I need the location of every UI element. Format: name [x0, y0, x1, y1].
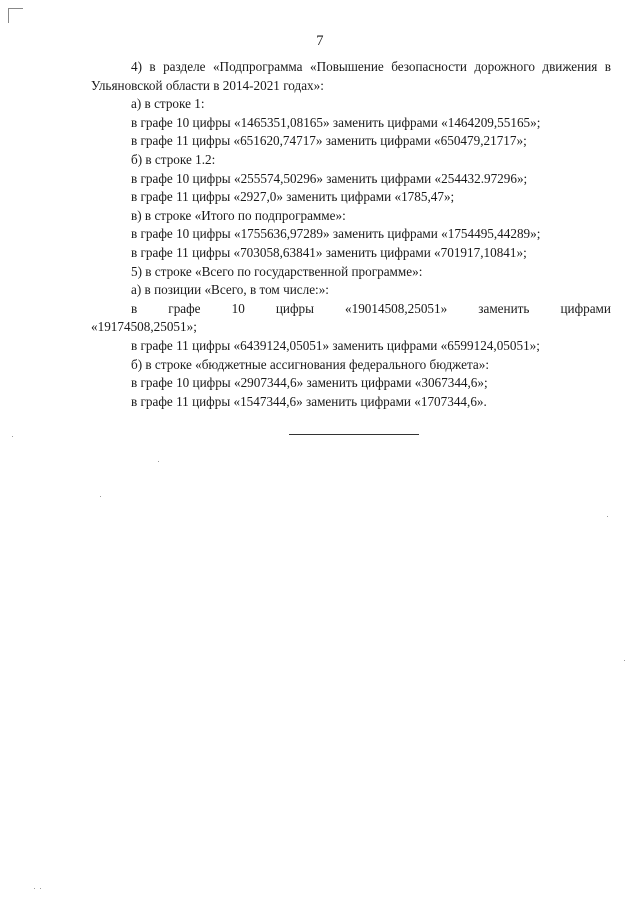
item-4a-column-11: в графе 11 цифры «651620,74717» заменить цифрами «650479,21717»;: [131, 133, 527, 149]
scan-speck: [40, 888, 41, 889]
item-5a-column-11: в графе 11 цифры «6439124,05051» заменить цифрами «6599124,05051»;: [131, 337, 540, 353]
scan-speck: [100, 496, 101, 497]
word: графе: [168, 300, 201, 316]
scan-speck: [607, 516, 608, 517]
word: «19014508,25051»: [345, 300, 448, 316]
item-5b-heading: б) в строке «бюджетные ассигнования федерального бюджета»:: [131, 356, 489, 372]
item-4c-column-11: в графе 11 цифры «703058,63841» заменить цифрами «701917,10841»;: [131, 244, 527, 260]
scan-speck: [158, 461, 159, 462]
word: цифры: [275, 300, 314, 316]
word: в: [131, 300, 138, 316]
scan-speck: [624, 660, 625, 661]
item-5a-heading: а) в позиции «Всего, в том числе:»:: [131, 282, 329, 298]
item-4c-column-10: в графе 10 цифры «1755636,97289» заменить цифрами «1754495,44289»;: [131, 226, 541, 242]
scan-speck: [12, 436, 13, 437]
item-5a-column-10-continuation: «19174508,25051»;: [91, 319, 197, 335]
item-5b-column-10: в графе 10 цифры «2907344,6» заменить цифрами «3067344,6»;: [131, 375, 488, 391]
word: цифрами: [560, 300, 611, 316]
item-4a-heading: а) в строке 1:: [131, 96, 205, 112]
item-4a-column-10: в графе 10 цифры «1465351,08165» заменить цифрами «1464209,55165»;: [131, 114, 541, 130]
word: 10: [231, 300, 245, 316]
scan-corner-mark: [8, 8, 23, 23]
item-4b-column-10: в графе 10 цифры «255574,50296» заменить цифрами «254432.97296»;: [131, 170, 528, 186]
scan-speck: [34, 888, 35, 889]
page-number: 7: [316, 33, 324, 49]
item-4b-column-11: в графе 11 цифры «2927,0» заменить цифрами «1785,47»;: [131, 189, 455, 205]
paragraph-5-heading: 5) в строке «Всего по государственной программе»:: [131, 263, 423, 279]
end-divider-line: [289, 434, 419, 435]
item-4b-heading: б) в строке 1.2:: [131, 151, 216, 167]
paragraph-4-intro: 4) в разделе «Подпрограмма «Повышение безопасности дорожного движения в Ульяновской области в 2014-2021 годах»:: [91, 59, 611, 93]
document-body: [91, 58, 611, 411]
item-4c-heading: в) в строке «Итого по подпрограмме»:: [131, 207, 346, 223]
word: заменить: [478, 300, 530, 316]
item-5b-column-11: в графе 11 цифры «1547344,6» заменить цифрами «1707344,6».: [131, 393, 487, 409]
item-5a-column-10-line: [91, 300, 611, 319]
